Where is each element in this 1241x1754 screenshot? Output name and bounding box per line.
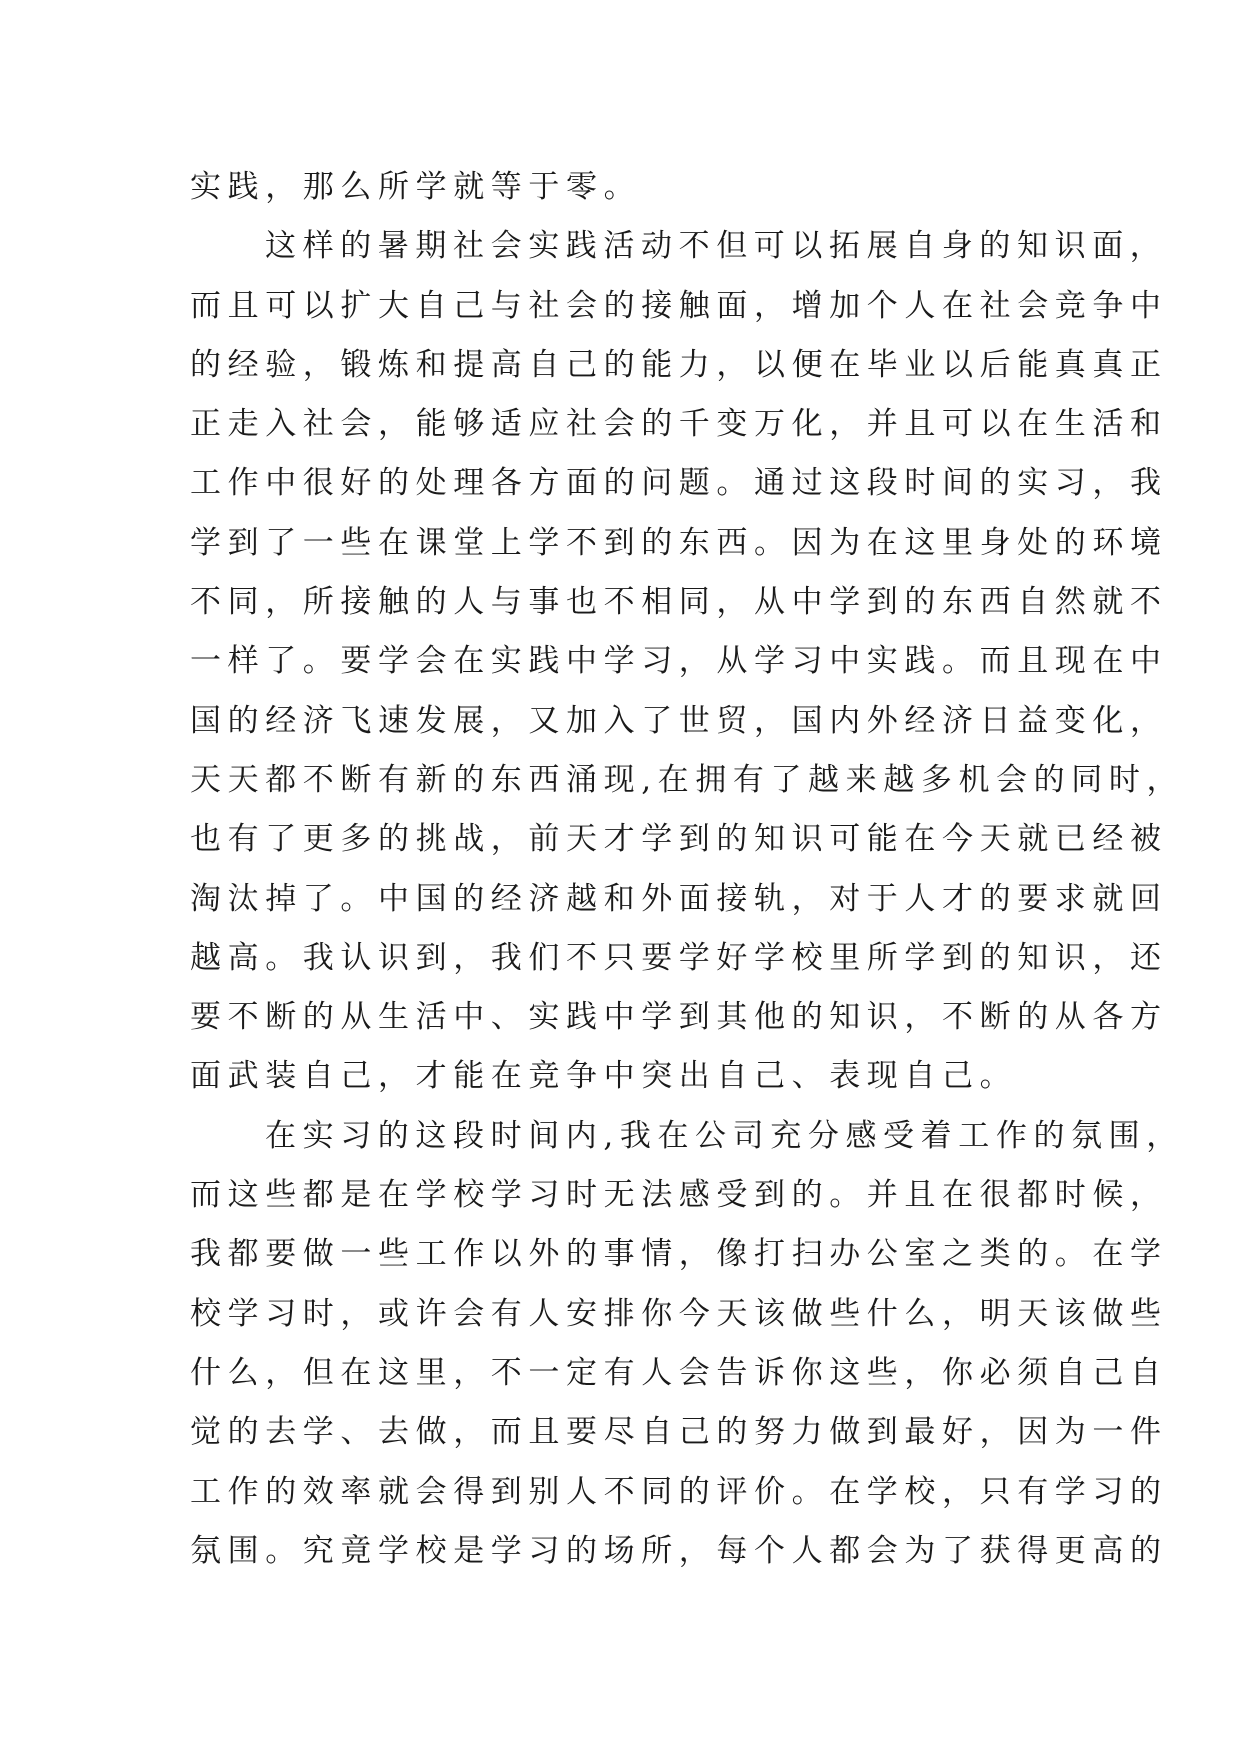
text-line: 一样了。要学会在实践中学习，从学习中实践。而且现在中 bbox=[190, 643, 1168, 680]
text-line: 淘汰掉了。中国的经济越和外面接轨，对于人才的要求就回 bbox=[190, 880, 1168, 917]
paragraph-start-line: 在实习的这段时间内,我在公司充分感受着工作的氛围， bbox=[265, 1117, 1184, 1154]
text-line: 国的经济飞速发展，又加入了世贸，国内外经济日益变化， bbox=[190, 702, 1168, 739]
text-line: 天天都不断有新的东西涌现,在拥有了越来越多机会的同时， bbox=[190, 761, 1185, 798]
text-line: 我都要做一些工作以外的事情，像打扫办公室之类的。在学 bbox=[190, 1236, 1168, 1273]
text-line: 什么，但在这里，不一定有人会告诉你这些，你必须自己自 bbox=[190, 1354, 1168, 1391]
text-line: 也有了更多的挑战，前天才学到的知识可能在今天就已经被 bbox=[190, 821, 1168, 858]
paragraph-start-line: 这样的暑期社会实践活动不但可以拓展自身的知识面， bbox=[265, 228, 1168, 265]
text-line: 觉的去学、去做，而且要尽自己的努力做到最好，因为一件 bbox=[190, 1414, 1168, 1451]
text-line: 工作的效率就会得到别人不同的评价。在学校，只有学习的 bbox=[190, 1473, 1168, 1510]
text-line: 面武装自己，才能在竞争中突出自己、表现自己。 bbox=[190, 1058, 1018, 1095]
text-line: 氛围。究竟学校是学习的场所，每个人都会为了获得更高的 bbox=[190, 1532, 1168, 1569]
document-body bbox=[190, 158, 1185, 1581]
text-line: 不同，所接触的人与事也不相同，从中学到的东西自然就不 bbox=[190, 584, 1168, 621]
text-line: 而且可以扩大自己与社会的接触面，增加个人在社会竞争中 bbox=[190, 287, 1168, 324]
text-line: 要不断的从生活中、实践中学到其他的知识，不断的从各方 bbox=[190, 999, 1168, 1036]
text-line: 实践，那么所学就等于零。 bbox=[190, 169, 642, 205]
text-line: 越高。我认识到，我们不只要学好学校里所学到的知识，还 bbox=[190, 939, 1168, 976]
text-line: 学到了一些在课堂上学不到的东西。因为在这里身处的环境 bbox=[190, 524, 1168, 561]
text-line: 校学习时，或许会有人安排你今天该做些什么，明天该做些 bbox=[190, 1295, 1168, 1332]
text-line: 工作中很好的处理各方面的问题。通过这段时间的实习，我 bbox=[190, 465, 1168, 502]
text-line: 而这些都是在学校学习时无法感受到的。并且在很都时候， bbox=[190, 1177, 1168, 1214]
text-line: 正走入社会，能够适应社会的千变万化，并且可以在生活和 bbox=[190, 406, 1168, 443]
text-line: 的经验，锻炼和提高自己的能力，以便在毕业以后能真真正 bbox=[190, 346, 1168, 383]
